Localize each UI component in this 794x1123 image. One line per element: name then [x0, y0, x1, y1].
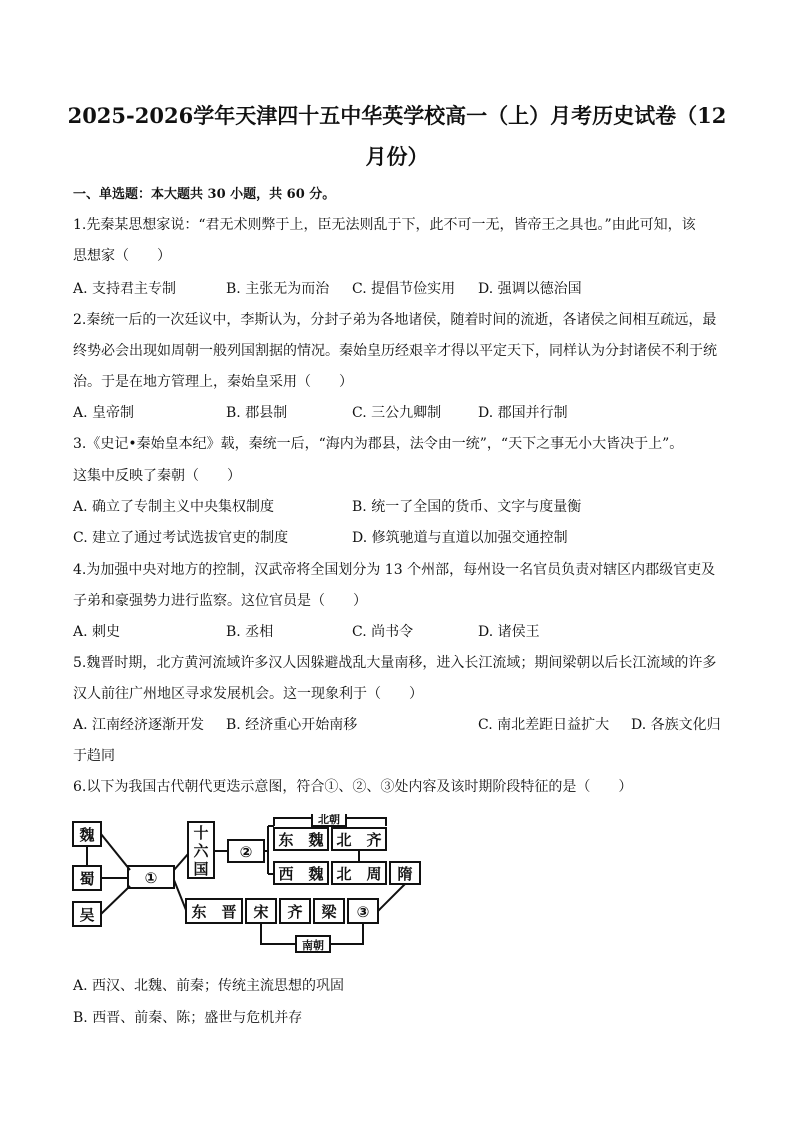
c1-dongjin-link — [174, 880, 186, 910]
exam-title-line1: 2025-2026学年天津四十五中华英学校高一（上）月考历史试卷（12 — [67, 103, 727, 128]
section-heading: 一、单选题：本大题共 30 小题，共 60 分。 — [73, 187, 336, 202]
question-2-option-b[interactable]: B. 郡县制 — [226, 405, 288, 421]
circle3-label: ③ — [356, 903, 370, 921]
shu-label: 蜀 — [79, 870, 95, 888]
question-1-line-1: 1.先秦某思想家说：“君无术则弊于上，臣无法则乱于下，此不可一无，皆帝王之具也。”由此可知，该 — [73, 217, 696, 233]
exam-title-line2: 月份） — [365, 144, 429, 169]
question-1-option-c[interactable]: C. 提倡节俭实用 — [352, 281, 456, 297]
qi-label: 齐 — [287, 903, 303, 921]
question-4-line-1: 4.为加强中央对地方的控制，汉武帝将全国划分为 13 个州部，每州设一名官员负责对辖区内郡级官吏及 — [73, 562, 716, 578]
shiliu-label-1: 十 — [193, 824, 209, 842]
question-2-option-c[interactable]: C. 三公九卿制 — [352, 405, 442, 421]
question-3-line-2: 这集中反映了秦朝（ ） — [73, 468, 241, 484]
question-4-line-2: 子弟和豪强势力进行监察。这位官员是（ ） — [73, 593, 367, 609]
question-1-option-b[interactable]: B. 主张无为而治 — [226, 281, 330, 297]
xiwei-label: 西 魏 — [278, 865, 324, 883]
circle1-label: ① — [144, 869, 158, 887]
question-4-option-c[interactable]: C. 尚书令 — [352, 624, 414, 640]
question-6-line-1: 6.以下为我国古代朝代更迭示意图，符合①、②、③处内容及该时期阶段特征的是（ ） — [73, 779, 633, 795]
question-3-option-d[interactable]: D. 修筑驰道与直道以加强交通控制 — [352, 530, 568, 546]
question-5-line-2: 汉人前往广州地区寻求发展机会。这一现象利于（ ） — [73, 686, 423, 702]
question-3-option-c[interactable]: C. 建立了通过考试选拔官吏的制度 — [73, 530, 289, 546]
question-5-option-d-continuation: 于趋同 — [73, 748, 115, 764]
shiliu-label-2: 六 — [193, 842, 209, 860]
wei-label: 魏 — [79, 826, 95, 844]
question-2-option-a[interactable]: A. 皇帝制 — [73, 405, 135, 421]
nanchao-label: 南朝 — [302, 939, 324, 952]
question-6-option-b[interactable]: B. 西晋、前秦、陈；盛世与危机并存 — [73, 1010, 303, 1026]
dongwei-label: 东 魏 — [278, 831, 324, 849]
question-5-option-c[interactable]: C. 南北差距日益扩大 — [478, 717, 610, 733]
question-1-option-d[interactable]: D. 强调以德治国 — [478, 281, 582, 297]
dynasty-diagram — [68, 814, 428, 964]
question-5-option-b[interactable]: B. 经济重心开始南移 — [226, 717, 358, 733]
question-4-option-d[interactable]: D. 诸侯王 — [478, 624, 540, 640]
question-4-option-b[interactable]: B. 丞相 — [226, 624, 274, 640]
c1-shiliu-link — [174, 854, 188, 870]
wei-c1-link — [101, 834, 130, 870]
question-4-option-a[interactable]: A. 刺史 — [73, 624, 121, 640]
question-3-line-1: 3.《史记•秦始皇本纪》载，秦统一后，“海内为郡县，法令由一统”，“天下之事无小大皆决于上”。 — [73, 436, 684, 452]
beiqi-label: 北 齐 — [336, 831, 382, 849]
wu-label: 吴 — [79, 906, 95, 924]
beizhou-label: 北 周 — [336, 865, 382, 883]
song-label: 宋 — [253, 903, 269, 921]
question-5-option-a[interactable]: A. 江南经济逐渐开发 — [73, 717, 205, 733]
question-3-option-a[interactable]: A. 确立了专制主义中央集权制度 — [73, 499, 275, 515]
question-2-line-2: 终势必会出现如周朝一般列国割据的情况。秦始皇历经艰辛才得以平定天下，同样认为分封诸侯不利于统 — [73, 343, 717, 359]
wu-c1-link — [101, 886, 130, 914]
question-1-option-a[interactable]: A. 支持君主专制 — [73, 281, 177, 297]
question-2-line-1: 2.秦统一后的一次廷议中，李斯认为，分封子弟为各地诸侯，随着时间的流逝，各诸侯之间相互疏远，最 — [73, 312, 717, 328]
question-6-option-a[interactable]: A. 西汉、北魏、前秦；传统主流思想的巩固 — [73, 978, 345, 994]
question-5-line-1: 5.魏晋时期，北方黄河流域许多汉人因躲避战乱大量南移，进入长江流域；期间梁朝以后长江流域的许多 — [73, 655, 717, 671]
question-2-line-3: 治。于是在地方管理上，秦始皇采用（ ） — [73, 374, 353, 390]
beichao-label: 北朝 — [318, 814, 340, 826]
question-3-option-b[interactable]: B. 统一了全国的货币、文字与度量衡 — [352, 499, 582, 515]
question-5-option-d[interactable]: D. 各族文化归 — [631, 717, 721, 733]
shiliu-label-3: 国 — [193, 860, 209, 878]
c3-sui-link — [378, 884, 405, 911]
dongjin-label: 东 晋 — [191, 903, 237, 921]
question-1-line-2: 思想家（ ） — [73, 248, 171, 264]
liang-label: 梁 — [321, 903, 337, 921]
circle2-label: ② — [239, 843, 253, 861]
sui-label: 隋 — [397, 865, 413, 883]
question-2-option-d[interactable]: D. 郡国并行制 — [478, 405, 568, 421]
